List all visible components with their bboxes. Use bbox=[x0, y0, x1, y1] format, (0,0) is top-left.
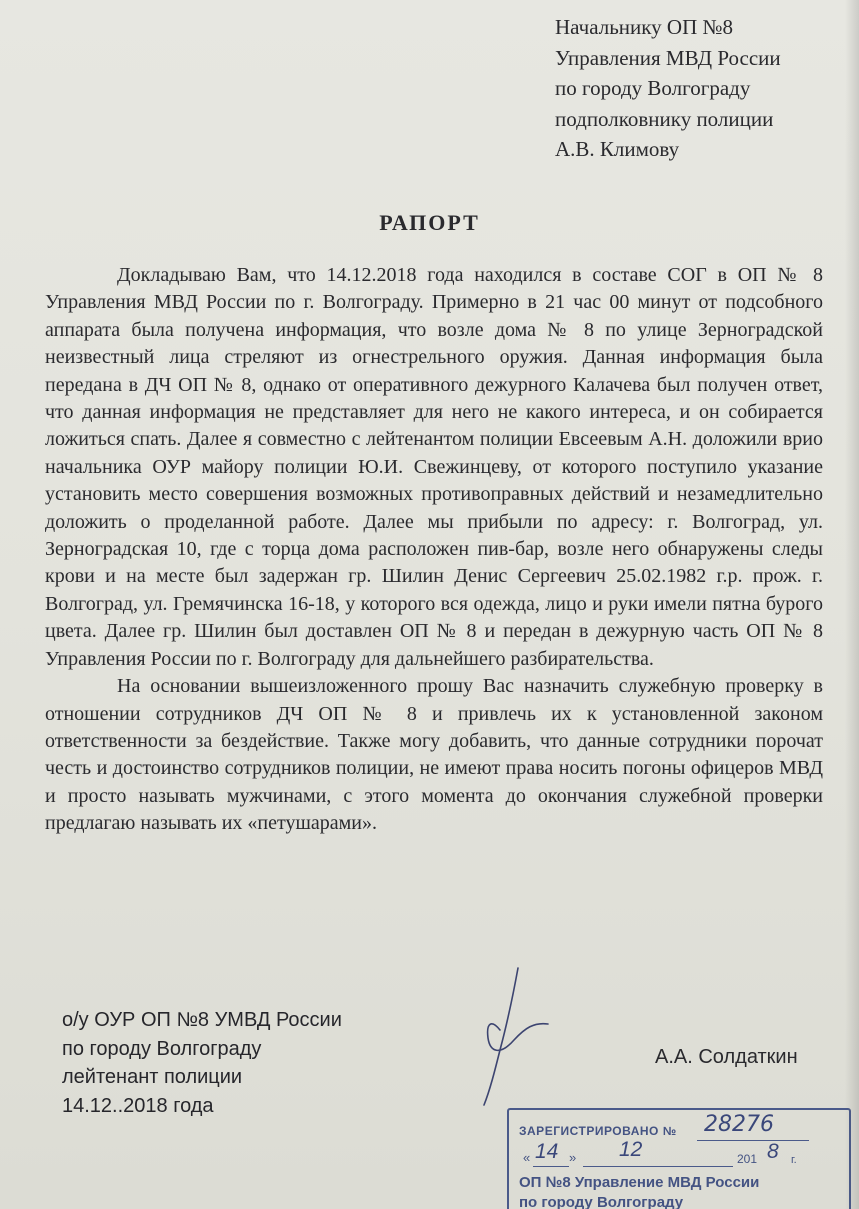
signer-line: по городу Волгограду bbox=[62, 1037, 262, 1060]
addressee-line: по городу Волгограду bbox=[555, 76, 751, 100]
document-title: РАПОРТ bbox=[379, 210, 480, 235]
signer-name: А.А. Солдаткин bbox=[655, 1046, 798, 1068]
stamp-year-suffix: г. bbox=[791, 1154, 797, 1166]
signer-line: лейтенант полиции bbox=[62, 1066, 243, 1088]
stamp-quote-close: » bbox=[569, 1150, 577, 1165]
stamp-month: 12 bbox=[619, 1138, 643, 1161]
stamp-registered-label: ЗАРЕГИСТРИРОВАНО № bbox=[519, 1124, 677, 1138]
registration-stamp bbox=[507, 1108, 851, 1209]
stamp-dept-line: ОП №8 Управление МВД России bbox=[519, 1174, 760, 1191]
stamp-year-digit: 8 bbox=[767, 1140, 779, 1163]
stamp-day-line bbox=[533, 1166, 569, 1167]
page-edge-shadow bbox=[845, 0, 859, 1209]
signer-block bbox=[62, 1006, 342, 1120]
addressee-line: Управления МВД России bbox=[555, 45, 781, 70]
stamp-day: 14 bbox=[535, 1140, 559, 1163]
body-paragraph: Докладываю Вам, что 14.12.2018 года находился в составе СОГ в ОП № 8 Управления МВД России по г. Волгограду. Примерно в 21 час 00 минут от подсобного аппарата была получена информация, что возле дома № 8 по улице Зерноградской неизвестный лица стреляют из огнестрельного оружия. Данная информация была передана в ДЧ ОП № 8, однако от оперативного дежурного Калачева был получен ответ, что данная информация не представляет для него не какого интереса, и он собирается ложиться спать. Далее я совместно с лейтенантом полиции Евсеевым А.Н. доложили врио начальника ОУР майору полиции Ю.И. Свежинцеву, от которого поступило указание установить место совершения возможных противоправных действий и незамедлительно доложить о проделанной работе. Далее мы прибыли по адресу: г. Волгоград, ул. Зерноградская 10, где с торца дома расположен пив-бар, возле него обнаружены следы крови и на месте был задержан гр. Шилин Денис Сергеевич 25.02.1982 г.р. прож. г. Волгоград, ул. Гремячинска 16-18, у которого вся одежда, лицо и руки имели пятна бурого цвета. Далее гр. Шилин был доставлен ОП № 8 и передан в дежурную часть ОП № 8 Управления России по г. Волгограду для дальнейшего разбирательства. bbox=[45, 264, 823, 670]
addressee-line: подполковнику полиции bbox=[555, 106, 774, 131]
stamp-month-line bbox=[583, 1166, 733, 1167]
addressee-line: Начальнику ОП №8 bbox=[555, 15, 734, 39]
addressee-block bbox=[555, 12, 845, 165]
stamp-dept-line: по городу Волгограду bbox=[519, 1194, 684, 1209]
body-paragraph: На основании вышеизложенного прошу Вас назначить служебную проверку в отношении сотрудников ДЧ ОП № 8 и привлечь их к установленной законом ответственности за бездействие. Также могу добавить, что данные сотрудники порочат честь и достоинство сотрудников полиции, не имеют права носить погоны офицеров МВД и просто называть мужчинами, с этого момента до окончания служебной проверки предлагаю называть их «петушарами». bbox=[45, 675, 823, 835]
stamp-number-line bbox=[697, 1140, 809, 1141]
stamp-number: 28276 bbox=[704, 1112, 774, 1137]
signer-date: 14.12..2018 года bbox=[62, 1094, 214, 1117]
stamp-year-prefix: 201 bbox=[737, 1152, 758, 1166]
signer-line: о/у ОУР ОП №8 УМВД России bbox=[62, 1009, 342, 1031]
addressee-line: А.В. Климову bbox=[555, 137, 680, 161]
handwritten-signature bbox=[470, 960, 560, 1110]
stamp-quote-open: « bbox=[523, 1150, 531, 1165]
report-body bbox=[45, 262, 823, 838]
